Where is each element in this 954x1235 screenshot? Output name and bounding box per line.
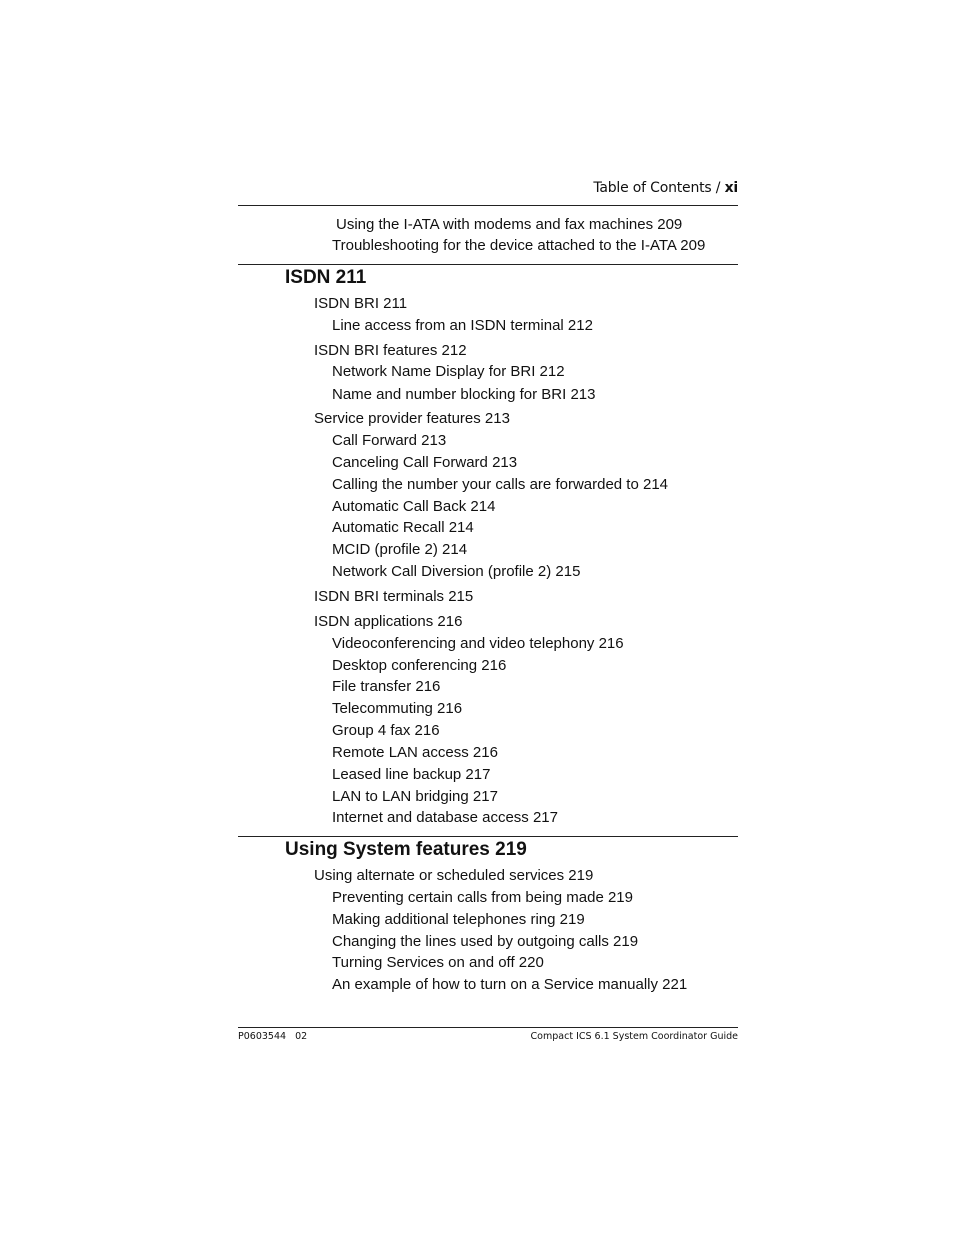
toc-entry-level3[interactable]: Internet and database access 217 xyxy=(332,809,558,826)
footer-guide-title: Compact ICS 6.1 System Coordinator Guide xyxy=(530,1031,738,1042)
toc-entry-level3[interactable]: Call Forward 213 xyxy=(332,432,447,449)
chapter-divider xyxy=(238,264,738,265)
toc-entry-level3[interactable]: Using the I-ATA with modems and fax machines 209 xyxy=(336,216,683,233)
toc-entry-level3[interactable]: Line access from an ISDN terminal 212 xyxy=(332,317,593,334)
toc-entry-level3[interactable]: Remote LAN access 216 xyxy=(332,744,498,761)
toc-entry-level2[interactable]: Service provider features 213 xyxy=(314,410,510,427)
header-rule xyxy=(238,205,738,206)
toc-entry-level3[interactable]: Leased line backup 217 xyxy=(332,766,491,783)
toc-entry-level3[interactable]: Network Call Diversion (profile 2) 215 xyxy=(332,563,581,580)
toc-entry-level3[interactable]: Telecommuting 216 xyxy=(332,700,463,717)
toc-entry-level2[interactable]: ISDN applications 216 xyxy=(314,613,463,630)
toc-entry-level3[interactable]: Automatic Call Back 214 xyxy=(332,498,496,515)
toc-entry-level3[interactable]: Group 4 fax 216 xyxy=(332,722,440,739)
header-section-title: Table of Contents xyxy=(593,180,712,196)
toc-entry-level2[interactable]: ISDN BRI 211 xyxy=(314,295,408,312)
toc-entry-level3[interactable]: Changing the lines used by outgoing calls 219 xyxy=(332,933,639,950)
running-header xyxy=(500,180,738,196)
toc-entry-level3[interactable]: Canceling Call Forward 213 xyxy=(332,454,518,471)
toc-entry-level2[interactable]: ISDN BRI features 212 xyxy=(314,342,467,359)
toc-entry-level3[interactable]: Name and number blocking for BRI 213 xyxy=(332,386,596,403)
toc-entry-level3[interactable]: Automatic Recall 214 xyxy=(332,519,474,536)
footer-doc-number: P0603544 02 xyxy=(238,1031,308,1042)
header-page-number: xi xyxy=(724,180,738,196)
toc-entry-level3[interactable]: Preventing certain calls from being made 219 xyxy=(332,889,633,906)
toc-entry-level3[interactable]: Turning Services on and off 220 xyxy=(332,954,544,971)
toc-chapter-heading[interactable]: Using System features 219 xyxy=(285,839,527,860)
header-separator: / xyxy=(715,180,721,196)
toc-entry-level3[interactable]: Videoconferencing and video telephony 216 xyxy=(332,635,624,652)
toc-entry-level3[interactable]: File transfer 216 xyxy=(332,678,441,695)
toc-entry-level3[interactable]: Desktop conferencing 216 xyxy=(332,657,507,674)
toc-entry-level3[interactable]: Making additional telephones ring 219 xyxy=(332,911,585,928)
toc-entry-level3[interactable]: Calling the number your calls are forwarded to 214 xyxy=(332,476,669,493)
toc-entry-level3[interactable]: An example of how to turn on a Service manually 221 xyxy=(332,976,688,993)
toc-entry-level3[interactable]: MCID (profile 2) 214 xyxy=(332,541,468,558)
toc-entry-level3[interactable]: Network Name Display for BRI 212 xyxy=(332,363,565,380)
chapter-divider xyxy=(238,836,738,837)
toc-entry-level2[interactable]: Using alternate or scheduled services 219 xyxy=(314,867,594,884)
toc-entry-level3[interactable]: LAN to LAN bridging 217 xyxy=(332,788,498,805)
footer-rule xyxy=(238,1027,738,1028)
toc-entry-level2[interactable]: ISDN BRI terminals 215 xyxy=(314,588,474,605)
toc-entry-level3[interactable]: Troubleshooting for the device attached to the I-ATA 209 xyxy=(332,237,706,254)
toc-chapter-heading[interactable]: ISDN 211 xyxy=(285,267,367,288)
